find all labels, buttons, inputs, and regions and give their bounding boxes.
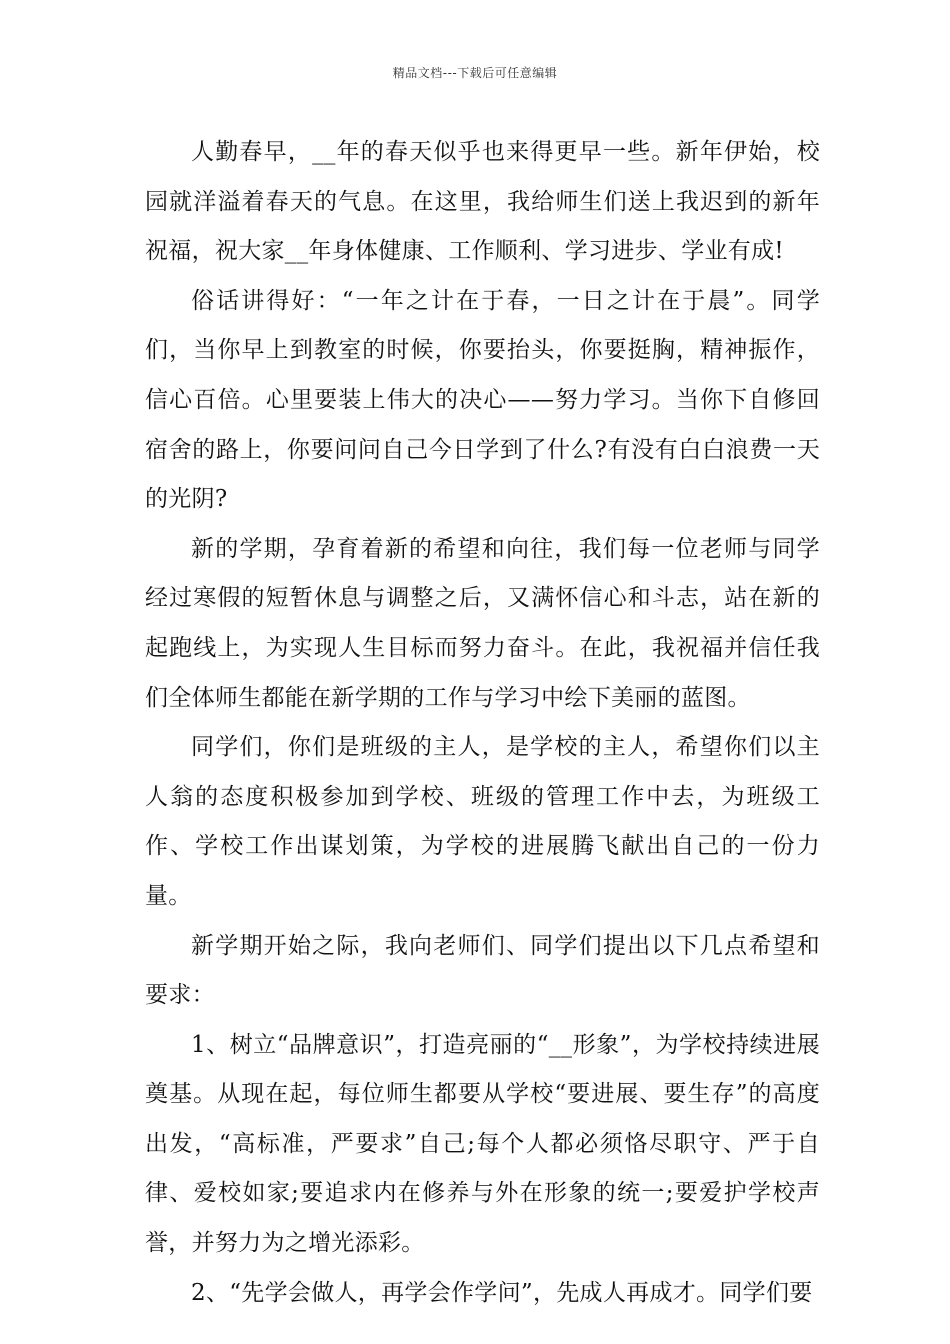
page-header: 精品文档---下载后可任意编辑 [392, 66, 558, 80]
document-body [145, 128, 820, 1318]
paragraph-new-semester: 新的学期，孕育着新的希望和向往，我们每一位老师与同学经过寒假的短暂休息与调整之后，又满怀信心和斗志，站在新的起跑线上，为实现人生目标而努力奋斗。在此，我祝福并信任我们全体师生都能在新学期的工作与学习中绘下美丽的蓝图。 [145, 535, 820, 711]
paragraph-requirement-1: 1、树立“品牌意识”，打造亮丽的“__形象”，为学校持续进展奠基。从现在起，每位师生都要从学校“要进展、要生存”的高度出发，“高标准，严要求”自己;每个人都必须恪尽职守、严于自律、爱校如家;要追求内在修养与外在形象的统一;要爱护学校声誉，并努力为之增光添彩。 [145, 1031, 820, 1257]
paragraph-class-owners: 同学们，你们是班级的主人，是学校的主人，希望你们以主人翁的态度积极参加到学校、班级的管理工作中去，为班级工作、学校工作出谋划策，为学校的进展腾飞献出自己的一份力量。 [145, 734, 820, 909]
paragraph-proverb: 俗话讲得好：“一年之计在于春，一日之计在于晨”。同学们，当你早上到教室的时候，你要抬头，你要挺胸，精神振作，信心百倍。心里要装上伟大的决心——努力学习。当你下自修回宿舍的路上，你要问问自己今日学到了什么?有没有白白浪费一天的光阴? [145, 287, 820, 513]
paragraph-requirements-intro: 新学期开始之际，我向老师们、同学们提出以下几点希望和要求： [145, 932, 820, 1009]
paragraph-requirement-2: 2、“先学会做人，再学会作学问”，先成人再成才。同学们要 [191, 1279, 813, 1306]
paragraph-new-year-greeting: 人勤春早，__年的春天似乎也来得更早一些。新年伊始，校园就洋溢着春天的气息。在这里，我给师生们送上我迟到的新年祝福，祝大家__年身体健康、工作顺利、学习进步、学业有成! [145, 139, 820, 265]
